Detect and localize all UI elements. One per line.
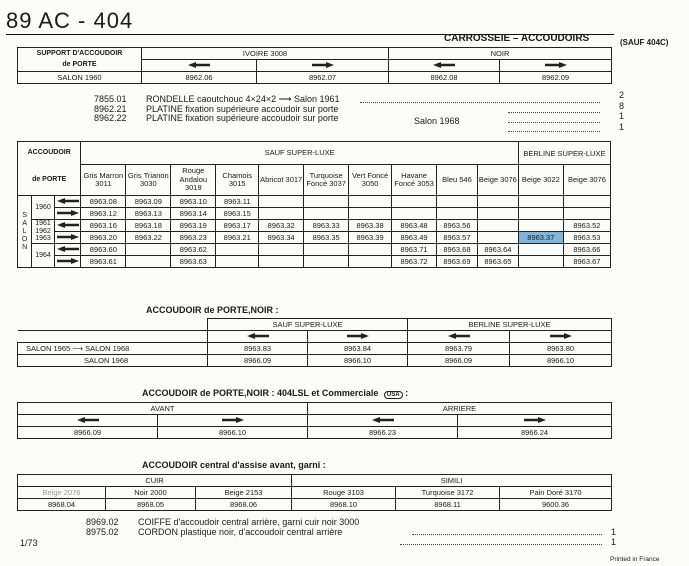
central-col: Turquoise 3172 bbox=[396, 487, 500, 499]
color-col: Rouge Andalou 3019 bbox=[171, 165, 216, 196]
part-ref-cell: 8963.13 bbox=[126, 208, 171, 220]
part-ref-cell bbox=[477, 208, 518, 220]
central-ref: 8968.05 bbox=[106, 499, 196, 511]
part-ref-cell bbox=[518, 196, 563, 208]
part-ref-cell bbox=[216, 244, 259, 256]
arrow-right-icon bbox=[458, 415, 612, 427]
part-desc: RONDELLE caoutchouc 4×24×2 ⟶ Salon 1961 bbox=[146, 94, 340, 104]
part-ref-cell: 8963.65 bbox=[477, 256, 518, 268]
lsl-ref: 8966.09 bbox=[18, 427, 158, 439]
part-ref: 8969.02 bbox=[86, 517, 119, 527]
noir-ref: 8966.09 bbox=[208, 355, 308, 367]
qty-column-b: 1 1 bbox=[611, 527, 617, 547]
arrow-right-icon bbox=[500, 60, 612, 72]
part-ref-cell bbox=[477, 196, 518, 208]
salon-1968: Salon 1968 bbox=[414, 116, 460, 126]
part-ref-cell: 8963.62 bbox=[171, 244, 216, 256]
part-ref-cell: 8963.19 bbox=[171, 220, 216, 232]
noir-ref: 8966.10 bbox=[510, 355, 612, 367]
central-ref: 9600.36 bbox=[500, 499, 612, 511]
part-ref-cell: 8963.32 bbox=[259, 220, 304, 232]
part-ref-cell: 8963.72 bbox=[392, 256, 437, 268]
part-ref-cell bbox=[304, 196, 349, 208]
arrow-right-icon bbox=[510, 331, 612, 343]
year-label: 1961 1962 1963 bbox=[32, 220, 54, 244]
part-ref-cell: 8963.22 bbox=[126, 232, 171, 244]
qty-column-a: 2 8 1 1 bbox=[619, 90, 625, 132]
part-ref-cell: 8963.09 bbox=[126, 196, 171, 208]
section-title: CARROSSEIE – ACCOUDOIRS bbox=[444, 33, 590, 44]
lsl-table bbox=[17, 402, 612, 439]
part-ref-cell: 8963.60 bbox=[81, 244, 126, 256]
part-ref-cell: 8963.53 bbox=[563, 232, 610, 244]
part-ref-cell bbox=[392, 196, 437, 208]
arrow-left-icon bbox=[18, 415, 158, 427]
arrow-left-icon bbox=[54, 196, 81, 208]
main-left-label-2: de PORTE bbox=[18, 165, 81, 196]
color-col: Vert Foncé 3050 bbox=[349, 165, 392, 196]
part-ref-cell: 8963.64 bbox=[477, 244, 518, 256]
part-ref-cell bbox=[259, 196, 304, 208]
part-ref-cell bbox=[304, 244, 349, 256]
arrow-left-icon bbox=[208, 331, 308, 343]
sauf-superluxe-header: SAUF SUPER-LUXE bbox=[81, 142, 519, 165]
page-number: 1/73 bbox=[20, 538, 38, 548]
part-ref-cell: 8963.37 bbox=[518, 232, 563, 244]
arrow-right-icon bbox=[257, 60, 389, 72]
noir-ref: 8963.79 bbox=[408, 343, 510, 355]
support-label-2: de PORTE bbox=[18, 60, 142, 72]
part-ref-cell bbox=[392, 208, 437, 220]
noir-ref: 8963.83 bbox=[208, 343, 308, 355]
part-ref-cell bbox=[216, 256, 259, 268]
year-label: 1960 bbox=[32, 196, 54, 220]
part-ref: 7855.01 bbox=[94, 94, 127, 104]
arrow-right-icon bbox=[308, 331, 408, 343]
part-ref-cell: 8963.34 bbox=[259, 232, 304, 244]
central-col: Noir 2000 bbox=[106, 487, 196, 499]
part-ref-cell: 8963.11 bbox=[216, 196, 259, 208]
part-ref-cell bbox=[259, 256, 304, 268]
part-ref-cell: 8963.68 bbox=[437, 244, 478, 256]
part-ref-cell bbox=[349, 208, 392, 220]
support-ref: 8962.08 bbox=[389, 72, 500, 84]
noir-ref: 8966.10 bbox=[308, 355, 408, 367]
arrow-left-icon bbox=[54, 220, 81, 232]
lsl-ref: 8966.23 bbox=[308, 427, 458, 439]
part-ref-cell: 8963.63 bbox=[171, 256, 216, 268]
part-desc: PLATINE fixation supérieure accoudoir sur porte bbox=[146, 103, 339, 114]
part-ref-cell: 8963.38 bbox=[349, 220, 392, 232]
support-label-1: SUPPORT D'ACCOUDOIR bbox=[18, 48, 142, 60]
noir-row-label: SALON 1968 bbox=[18, 355, 208, 367]
page-code: 89 AC - 404 bbox=[6, 8, 134, 33]
part-ref-cell bbox=[304, 208, 349, 220]
color-col: Gris Marron 3011 bbox=[81, 165, 126, 196]
usa-badge: USA bbox=[384, 391, 403, 399]
part-ref-cell bbox=[518, 256, 563, 268]
support-table bbox=[17, 47, 612, 84]
section-suffix: (SAUF 404C) bbox=[620, 38, 669, 47]
noir-title: ACCOUDOIR de PORTE,NOIR : bbox=[146, 305, 279, 315]
noir-row-label: SALON 1965 ⟶ SALON 1968 bbox=[18, 343, 208, 355]
part-desc: CORDON plastique noir, d'accoudoir central arrière bbox=[138, 526, 343, 537]
arrow-left-icon bbox=[142, 60, 257, 72]
part-ref-cell: 8963.18 bbox=[126, 220, 171, 232]
part-ref-cell: 8963.16 bbox=[81, 220, 126, 232]
support-salon: SALON 1960 bbox=[18, 72, 142, 84]
color-col: Chamois 3015 bbox=[216, 165, 259, 196]
support-ref: 8962.07 bbox=[257, 72, 389, 84]
color-col: Beige 3076 bbox=[477, 165, 518, 196]
central-col: Pain Doré 3170 bbox=[500, 487, 612, 499]
color-col: Bleu 546 bbox=[437, 165, 478, 196]
color-col: Beige 3022 bbox=[518, 165, 563, 196]
part-desc: PLATINE fixation supérieure accoudoir sur porte bbox=[146, 113, 339, 123]
noir-ref: 8966.09 bbox=[408, 355, 510, 367]
central-ref: 8968.06 bbox=[196, 499, 292, 511]
color-col: Abricot 3017 bbox=[259, 165, 304, 196]
part-ref: 8962.21 bbox=[94, 103, 127, 114]
part-ref-cell bbox=[259, 208, 304, 220]
part-ref-cell bbox=[437, 196, 478, 208]
part-desc: COIFFE d'accoudoir central arrière, garni cuir noir 3000 bbox=[138, 517, 360, 527]
dot-leader bbox=[400, 544, 602, 545]
part-ref-cell: 8963.69 bbox=[437, 256, 478, 268]
part-ref-cell bbox=[518, 220, 563, 232]
part-ref-cell bbox=[304, 256, 349, 268]
ivoire-header: IVOIRE 3008 bbox=[142, 48, 389, 60]
dot-leader bbox=[412, 534, 602, 535]
part-ref: 8975.02 bbox=[86, 526, 119, 537]
part-ref-cell bbox=[126, 244, 171, 256]
part-ref-cell bbox=[349, 196, 392, 208]
lsl-ref: 8966.24 bbox=[458, 427, 612, 439]
part-ref-cell: 8963.52 bbox=[563, 220, 610, 232]
salon-label: S A L O N bbox=[18, 196, 32, 268]
noir-berline-header: BERLINE SUPER-LUXE bbox=[408, 319, 612, 331]
part-ref-cell: 8963.20 bbox=[81, 232, 126, 244]
arrow-left-icon bbox=[54, 244, 81, 256]
noir-sauf-header: SAUF SUPER-LUXE bbox=[208, 319, 408, 331]
part-ref-cell bbox=[259, 244, 304, 256]
part-ref-cell bbox=[477, 220, 518, 232]
support-ref: 8962.06 bbox=[142, 72, 257, 84]
part-ref-cell: 8963.49 bbox=[392, 232, 437, 244]
part-ref-cell bbox=[126, 256, 171, 268]
color-col: Havane Foncé 3053 bbox=[392, 165, 437, 196]
part-ref-cell bbox=[477, 232, 518, 244]
central-ref: 8968.10 bbox=[292, 499, 396, 511]
simili-header: SIMILI bbox=[292, 475, 612, 487]
part-ref-cell bbox=[518, 208, 563, 220]
part-ref-cell: 8963.71 bbox=[392, 244, 437, 256]
part-ref-cell: 8963.10 bbox=[171, 196, 216, 208]
part-ref-cell bbox=[563, 196, 610, 208]
central-ref: 8968.04 bbox=[18, 499, 106, 511]
noir-header: NOIR bbox=[389, 48, 612, 60]
lsl-ref: 8966.10 bbox=[158, 427, 308, 439]
central-title: ACCOUDOIR central d'assise avant, garni : bbox=[142, 460, 326, 470]
arrow-right-icon bbox=[54, 256, 81, 268]
central-col: Beige 2076 bbox=[18, 487, 106, 499]
part-ref-cell: 8963.23 bbox=[171, 232, 216, 244]
part-ref-cell: 8963.21 bbox=[216, 232, 259, 244]
part-ref: 8962.22 bbox=[94, 113, 127, 123]
part-ref-cell: 8963.39 bbox=[349, 232, 392, 244]
parts-list-a bbox=[94, 95, 127, 124]
color-col: Beige 3076 bbox=[563, 165, 610, 196]
part-ref-cell: 8963.14 bbox=[171, 208, 216, 220]
dot-leader bbox=[360, 102, 600, 103]
part-ref-cell: 8963.57 bbox=[437, 232, 478, 244]
part-ref-cell: 8963.48 bbox=[392, 220, 437, 232]
parts-list-b bbox=[86, 518, 119, 537]
berline-header: BERLINE SUPER-LUXE bbox=[518, 142, 610, 165]
cuir-header: CUIR bbox=[18, 475, 292, 487]
color-col: Gris Trianon 3030 bbox=[126, 165, 171, 196]
accoudoir-table bbox=[17, 141, 611, 268]
arrow-right-icon bbox=[54, 208, 81, 220]
central-col: Rouge 3103 bbox=[292, 487, 396, 499]
arrow-right-icon bbox=[158, 415, 308, 427]
part-ref-cell bbox=[349, 256, 392, 268]
lsl-title: ACCOUDOIR de PORTE,NOIR : 404LSL et Commerciale USA : bbox=[142, 388, 409, 398]
noir-ref: 8963.84 bbox=[308, 343, 408, 355]
part-ref-cell: 8963.15 bbox=[216, 208, 259, 220]
arriere-header: ARRIERE bbox=[308, 403, 612, 415]
part-ref-cell: 8963.66 bbox=[563, 244, 610, 256]
part-ref-cell: 8963.17 bbox=[216, 220, 259, 232]
dot-leader bbox=[508, 112, 600, 113]
year-label: 1964 bbox=[32, 244, 54, 268]
central-table bbox=[17, 474, 612, 511]
part-ref-cell bbox=[518, 244, 563, 256]
avant-header: AVANT bbox=[18, 403, 308, 415]
part-ref-cell bbox=[563, 208, 610, 220]
part-ref-cell bbox=[437, 208, 478, 220]
printed-in: Printed in France bbox=[610, 556, 660, 563]
noir-ref: 8963.80 bbox=[510, 343, 612, 355]
arrow-left-icon bbox=[308, 415, 458, 427]
part-ref-cell: 8963.12 bbox=[81, 208, 126, 220]
part-ref-cell: 8963.56 bbox=[437, 220, 478, 232]
dot-leader bbox=[508, 131, 600, 132]
support-ref: 8962.09 bbox=[500, 72, 612, 84]
central-col: Beige 2153 bbox=[196, 487, 292, 499]
central-ref: 8968.11 bbox=[396, 499, 500, 511]
main-left-label: ACCOUDOIR bbox=[18, 142, 81, 165]
part-ref-cell bbox=[349, 244, 392, 256]
dot-leader bbox=[508, 122, 600, 123]
part-ref-cell: 8963.08 bbox=[81, 196, 126, 208]
arrow-left-icon bbox=[408, 331, 510, 343]
noir-table bbox=[17, 318, 612, 367]
arrow-left-icon bbox=[389, 60, 500, 72]
part-ref-cell: 8963.33 bbox=[304, 220, 349, 232]
part-ref-cell: 8963.67 bbox=[563, 256, 610, 268]
color-col: Turquoise Foncé 3037 bbox=[304, 165, 349, 196]
arrow-right-icon bbox=[54, 232, 81, 244]
part-ref-cell: 8963.61 bbox=[81, 256, 126, 268]
part-ref-cell: 8963.35 bbox=[304, 232, 349, 244]
